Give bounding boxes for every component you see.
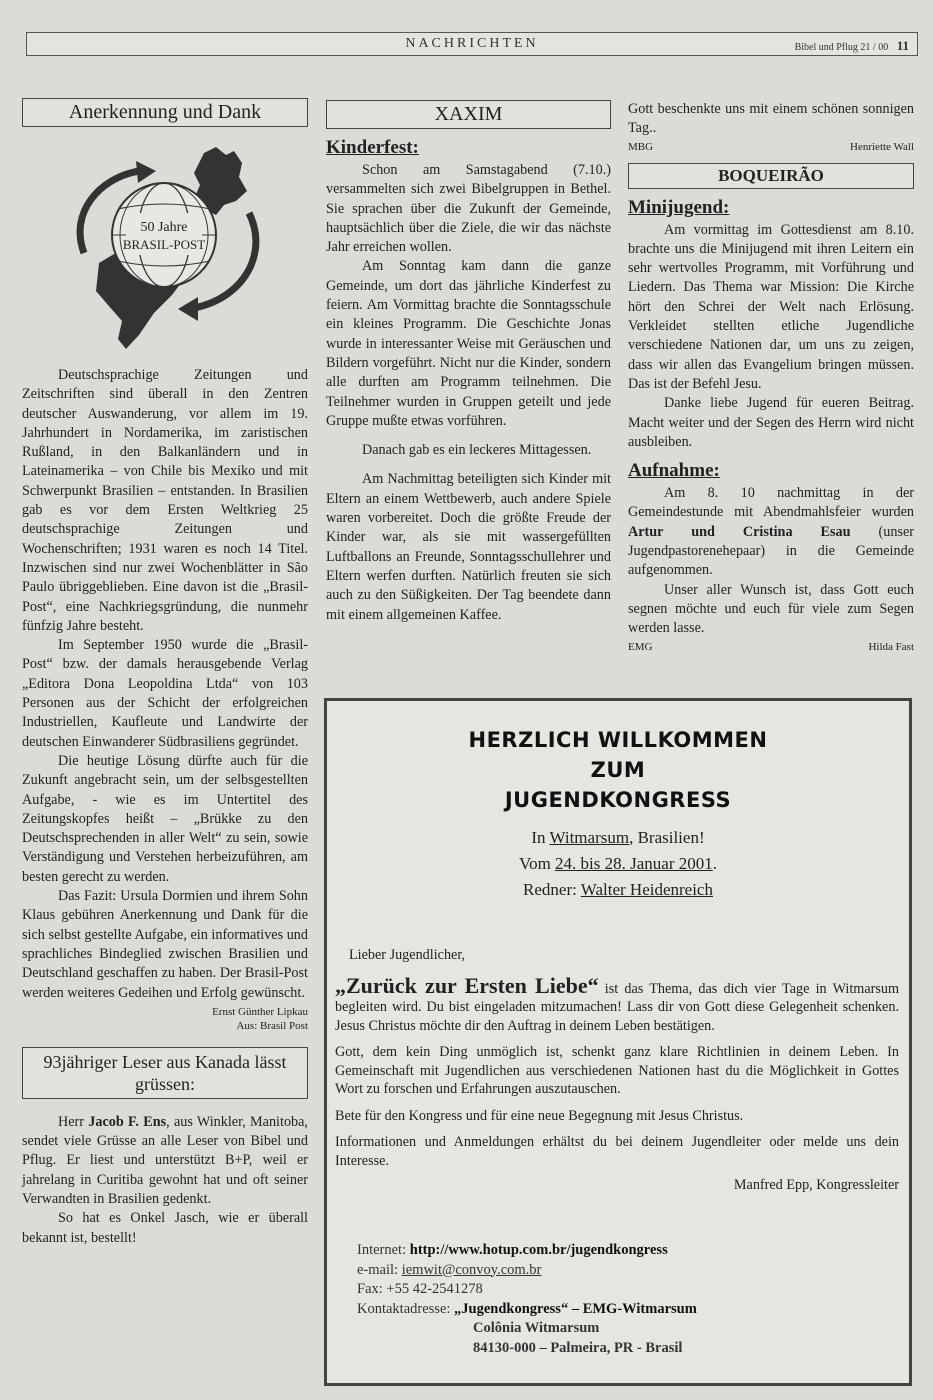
section-title: NACHRICHTEN [405, 36, 539, 51]
article-paragraph: Herr Jacob F. Ens, aus Winkler, Manitoba, sendet viele Grüsse an alle Leser von Bibel und Pflug. Er liest und unterstützt B+P, weil er jahrelang in Curitiba gewohnt hat und oft seiner Verwandten in Brasilien gedenkt. [22, 1113, 308, 1207]
running-header [26, 32, 918, 56]
community-code: EMG [628, 640, 653, 653]
publication-name: Bibel und Pflug [794, 42, 858, 53]
article-paragraph: Am Nachmittag beteiligten sich Kinder mit Eltern an einem Wettbewerb, auch andere Spiele waren vorbereitet. Doch die größte Freude der Kinder war, als sie mit wassergefüllten Luftballons an Freunde, Sonntagsschullehrer und Eltern werfen durften. Natürlich freuten sie sich auch zu den Süßigkeiten. Der Tag beendete dann mit einem allgemeinen Kaffee. [326, 471, 611, 623]
contact-block [357, 1241, 697, 1358]
left-column [22, 98, 308, 1248]
article-paragraph: Das Fazit: Ursula Dormien und ihrem Sohn Klaus gebühren Anerkennung und Dank für die sich selbst gestellte Aufgabe, ein informatives und sprachliches Bindeglied zwischen Brasilien und Deutschland geschaffen zu haben. Der Brasil-Post werden weiteres Gedeihen und Erfolg gewünscht. [22, 888, 308, 1001]
article-paragraph: Schon am Samstagabend (7.10.) versammelten sich zwei Bibelgruppen in Bethel. Sie sprachen über die Zukunft der Gemeinde, hauptsächlich über die Ziele, die wir das nächste Jahr erreichen wollen. [326, 162, 611, 256]
contact-address-line: Kontaktadresse: „Jugendkongress“ – EMG-Witmarsum [357, 1300, 697, 1317]
announcement-paragraph: Bete für den Kongress und für eine neue Begegnung mit Jesus Christus. [335, 1107, 744, 1124]
article-paragraph: Unser aller Wunsch ist, dass Gott euch segnen möchte und euch für viele zum Segen werden lasse. [628, 581, 914, 637]
contact-address-line: 84130-000 – Palmeira, PR - Brasil [473, 1339, 683, 1356]
event-place: In Witmarsum, Brasilien! [531, 828, 705, 847]
announcement-paragraph: Informationen und Anmeldungen erhältst du bei deinem Jugendleiter oder melde uns dein Interesse. [335, 1134, 899, 1169]
logo-caption-top: 50 Jahre [140, 220, 188, 235]
author-name: Hilda Fast [868, 640, 914, 653]
person-name: Jacob F. Ens [88, 1113, 167, 1130]
article-heading: XAXIM [326, 100, 611, 129]
motto: „Zurück zur Ersten Liebe“ [335, 972, 599, 998]
event-date: Vom 24. bis 28. Januar 2001. [518, 854, 718, 873]
article-paragraph: Am Sonntag kam dann die ganze Gemeinde, um dort das jährliche Kinderfest zu feiern. Am Vormittag brachte die Sonntagsschule ein kleines Programm. Die Geschichte Jonas wurde in interessanter Weise mit Geräuschen und Bildern vorgeführt. Nicht nur die Kinder, sondern alle durften am Programm teilnehmen. Die Teilnehmer wurden in Gruppen geteilt und jede Gruppe mußte etwas vorführen. [326, 258, 611, 429]
website-link[interactable]: http://www.hotup.com.br/jugendkongress [409, 1242, 668, 1258]
article-signature [628, 641, 914, 653]
article-heading: Anerkennung und Dank [22, 98, 308, 127]
internet-line: Internet: http://www.hotup.com.br/jugendkongress [357, 1242, 668, 1258]
announcement-body [335, 946, 899, 1195]
announcement-signature: Manfred Epp, Kongressleiter [733, 1177, 899, 1193]
person-names: Artur und Cristina Esau [628, 523, 851, 540]
page-number: 11 [896, 38, 909, 53]
article-signature [22, 1005, 308, 1033]
article-paragraph: Im September 1950 wurde die „Brasil-Post“ bzw. der damals herausgebende Verlag „Editora Dona Leopoldina Ltda“ von 103 Personen aus der Schicht der erfolgreichen Industriellen, Kaufleute und Landwirte der deutschen Einwanderer Südbrasiliens gegründet. [22, 637, 308, 750]
article-signature [628, 141, 914, 153]
source-note: Aus: Brasil Post [236, 1019, 308, 1032]
email-line: e-mail: iemwit@convoy.com.br [357, 1261, 542, 1278]
article-paragraph: Am 8. 10 nachmittag in der Gemeindestunde mit Abendmahlsfeier wurden Artur und Cristina Esau (unser Jugendpastorenehepaar) in die Gemeinde aufgenommen. [628, 485, 914, 579]
logo-caption-bottom: BRASIL-POST [122, 237, 206, 252]
contact-address-line: Colônia Witmarsum [473, 1320, 600, 1336]
article-paragraph: Am vormittag im Gottesdienst am 8.10. brachte uns die Minijugend mit ihren Leitern ein sehr wertvolles Programm, mit Vorführung und Liedern. Das Thema war Mission: Die Kirche hört den Schrei der Welt nach Erlösung. Verkleidet stellten etliche Jugendliche verschiedene Nationen dar, um uns zu zeigen, dass wir allen das Evangelium bringen müssen. Das ist der Befehl Jesu. [628, 221, 914, 392]
article-heading: 93jähriger Leser aus Kanada lässt grüssen: [22, 1047, 308, 1099]
community-code: MBG [628, 140, 654, 153]
article-heading: BOQUEIRÃO [628, 163, 914, 189]
greeting: Lieber Jugendlicher, [349, 947, 466, 963]
event-details [327, 825, 909, 903]
right-column [628, 100, 914, 663]
announcement-title: HERZLICH WILLKOMMEN ZUM JUGENDKONGRESS [468, 728, 768, 812]
author-name: Henriette Wall [850, 140, 914, 153]
email-link[interactable]: iemwit@convoy.com.br [401, 1261, 542, 1278]
event-speaker: Redner: Walter Heidenreich [523, 880, 713, 899]
article-subheading: Aufnahme: [628, 460, 720, 482]
congress-announcement [324, 698, 912, 1386]
article-paragraph: Gott beschenkte uns mit einem schönen sonnigen Tag.. [628, 101, 914, 137]
article-paragraph: Die heutige Lösung dürfte auch für die Zukunft angebracht sein, um der selbsgestellten Aufgabe, - wie es im Untertitel des Zeitungskopfes heißt – „Brükke zu den Deutschsprechenden in aller Welt“ zu sein, sowie Verständigung und Verstehen herbeizuführen, am besten gerecht zu werden. [22, 752, 308, 885]
announcement-paragraph: „Zurück zur Ersten Liebe“ ist das Thema, das dich vier Tage in Witmarsum begleiten wird. Du bist eingeladen mitzumachen! Lass dir von Gott diese Gelegenheit schenken. Jesus Christus möchte dir den Auftrag in deinem Leben bestätigen. [335, 972, 899, 1034]
article-paragraph: Danach gab es ein leckeres Mittagessen. [362, 442, 592, 459]
issue-number: 21 / 00 [860, 42, 889, 53]
issue-info [795, 38, 909, 54]
article-paragraph: Deutschsprachige Zeitungen und Zeitschriften sind überall in den Zentren deutscher Auswanderung, vor allem im 19. Jahrhundert in Nordamerika, im zaristischen Rußland, in den Balkanländern und in Lateinamerika – von Chile bis Mexiko und mit Schwerpunkt Brasilien – entstanden. In Brasilien gab es vor dem Ersten Weltkrieg 25 deutschsprachige Zeitungen und Wochenschriften; 1931 waren es noch 14 Titel. Inzwischen sind nur zwei Wochenblätter in São Paulo übriggeblieben. Eine davon ist die „Brasil-Post“, eine Nachkriegsgründung, die nunmehr fünfzig Jahre besteht. [22, 367, 308, 634]
middle-column [326, 100, 611, 625]
article-paragraph: Danke liebe Jugend für eueren Beitrag. Macht weiter und der Segen des Herrn wird nicht ausbleiben. [628, 395, 914, 450]
fax-line: Fax: +55 42-2541278 [357, 1281, 483, 1297]
announcement-paragraph: Gott, dem kein Ding unmöglich ist, schenkt ganz klare Richtlinien in deinem Leben. In Gemeinschaft mit Jugendlichen aus verschiedenen Nationen hast du die Möglichkeit in Gottes Wort zu forschen und Erfahrungen auszutauschen. [335, 1044, 899, 1097]
brasil-post-logo [44, 143, 284, 353]
article-subheading: Kinderfest: [326, 137, 419, 158]
article-paragraph: So hat es Onkel Jasch, wie er überall bekannt ist, bestellt! [22, 1210, 308, 1246]
author-name: Ernst Günther Lipkau [212, 1005, 308, 1018]
article-subheading: Minijugend: [628, 196, 730, 218]
